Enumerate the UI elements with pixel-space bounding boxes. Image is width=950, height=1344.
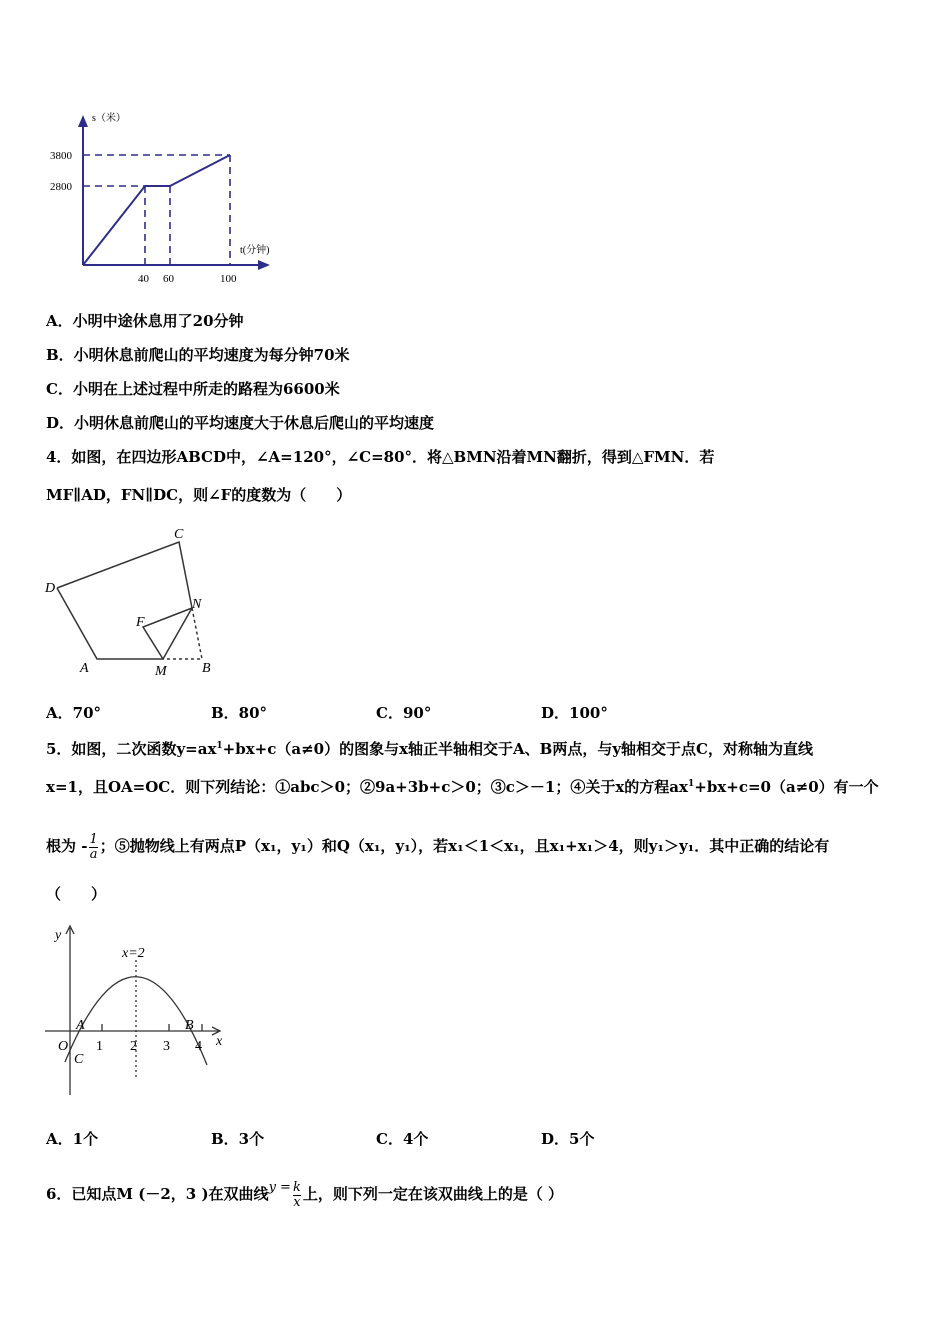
svg-text:60: 60 xyxy=(163,273,174,285)
question-5-line-4: （ ） xyxy=(46,885,107,903)
q5-option-c: C．4个 xyxy=(376,1130,429,1148)
svg-text:B: B xyxy=(185,1018,194,1033)
svg-text:3800: 3800 xyxy=(50,150,72,162)
q5-option-a: A．1个 xyxy=(46,1130,99,1148)
option-a: A．小明中途休息用了20分钟 xyxy=(46,312,244,330)
fraction: $\frac{1}{a}$ xyxy=(89,831,98,862)
q4-option-b: B．80° xyxy=(211,704,268,722)
svg-text:D: D xyxy=(45,581,56,596)
svg-text:x=2: x=2 xyxy=(122,946,145,961)
option-c: C．小明在上述过程中所走的路程为6600米 xyxy=(46,380,340,398)
svg-text:M: M xyxy=(155,664,167,679)
svg-text:C: C xyxy=(74,1052,84,1067)
graph-line xyxy=(83,155,230,265)
question-5-line-3: 根为 - $\frac{1}{a}$ ；⑤抛物线上有两点P（x₁，y₁）和Q（x₁，y₁），若x₁＜1＜x₁，且x₁+x₁＞4，则y₁＞y₁．其中正确的结论有 xyxy=(46,831,830,862)
parabola-graph xyxy=(40,920,240,1100)
question-4-line-1: 4．如图，在四边形ABCD中，∠A=120°，∠C=80°．将△BMN沿着MN翻折，得到△FMN．若 xyxy=(46,448,715,466)
svg-text:y: y xyxy=(55,928,62,943)
svg-text:100: 100 xyxy=(220,273,237,285)
q5-option-d: D．5个 xyxy=(541,1130,595,1148)
svg-text:1: 1 xyxy=(96,1039,103,1054)
quadrilateral-figure xyxy=(40,520,230,685)
question-6: 6．已知点M (－2，3 )在双曲线y = $\frac{k}{x}$ 上，则下列一定在该双曲线上的是（ ） xyxy=(46,1179,564,1210)
svg-text:2: 2 xyxy=(130,1039,137,1054)
option-b: B．小明休息前爬山的平均速度为每分钟70米 xyxy=(46,346,350,364)
svg-text:A: A xyxy=(76,1018,85,1033)
q5-option-b: B．3个 xyxy=(211,1130,265,1148)
q4-option-a: A．70° xyxy=(46,704,102,722)
question-5-line-2: x=1，且OA=OC．则下列结论：①abc＞0；②9a+3b+c＞0；③c＞－1；④关于x的方程$ax^1+bx+c=0(a\ne 0)$有一个 xyxy=(46,778,879,796)
svg-text:B: B xyxy=(202,661,211,676)
k-over-x-fraction: $\frac{k}{x}$ xyxy=(292,1179,301,1210)
svg-text:N: N xyxy=(192,597,202,612)
question-4-line-2: MF∥AD，FN∥DC，则∠F的度数为（ ） xyxy=(46,486,352,504)
svg-text:t(分钟): t(分钟) xyxy=(240,245,270,256)
svg-text:F: F xyxy=(136,615,145,630)
distance-time-graph xyxy=(40,105,300,290)
svg-text:2800: 2800 xyxy=(50,181,72,193)
svg-text:3: 3 xyxy=(163,1039,170,1054)
q4-option-c: C．90° xyxy=(376,704,432,722)
svg-text:x: x xyxy=(216,1034,223,1049)
svg-text:A: A xyxy=(80,661,89,676)
q4-option-d: D．100° xyxy=(541,704,608,722)
svg-text:C: C xyxy=(174,527,184,542)
svg-text:40: 40 xyxy=(138,273,149,285)
svg-text:s（米）: s（米） xyxy=(92,113,126,124)
svg-text:O: O xyxy=(58,1039,69,1054)
svg-text:4: 4 xyxy=(195,1039,202,1054)
option-d: D．小明休息前爬山的平均速度大于休息后爬山的平均速度 xyxy=(46,414,435,432)
question-5-line-1: 5．如图，二次函数$y=ax^1+bx+c(a\ne 0)$的图象与x轴正半轴相交于A、B两点，与y轴相交于点C，对称轴为直线 xyxy=(46,740,813,758)
